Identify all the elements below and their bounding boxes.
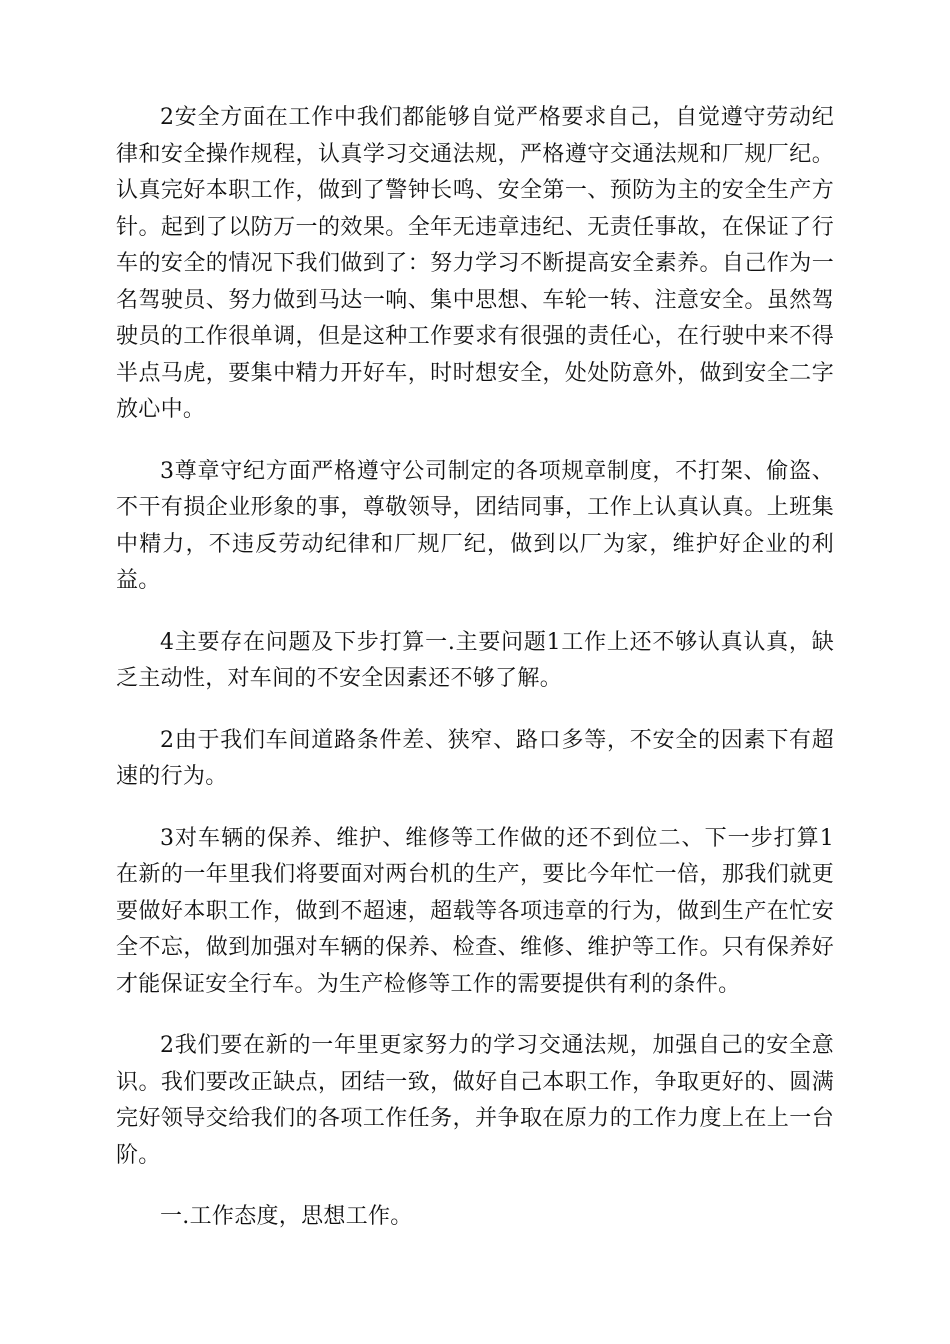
paragraph-problems: 4主要存在问题及下步打算一.主要问题1工作上还不够认真认真，缺乏主动性，对车间的不安全因素还不够了解。 (116, 629, 834, 691)
paragraph-safety: 2安全方面在工作中我们都能够自觉严格要求自己，自觉遵守劳动纪律和安全操作规程，认真学习交通法规，严格遵守交通法规和厂规厂纪。认真完好本职工作，做到了警钟长鸣、安全第一、预防为主的安全生产方针。起到了以防万一的效果。全年无违章违纪、无责任事故，在保证了行车的安全的情况下我们做到了：努力学习不断提高安全素养。自己作为一名驾驶员、努力做到马达一响、集中思想、车轮一转、注意安全。虽然驾驶员的工作很单调，但是这种工作要求有很强的责任心，在行驶中来不得半点马虎，要集中精力开好车，时时想安全，处处防意外，做到安全二字放心中。 (116, 105, 834, 422)
paragraph-next-steps: 3对车辆的保养、维护、维修等工作做的还不到位二、下一步打算1在新的一年里我们将要面对两台机的生产，要比今年忙一倍，那我们就更要做好本职工作，做到不超速，超载等各项违章的行为，做到生产在忙安全不忘，做到加强对车辆的保养、检查、维修、维护等工作。只有保养好才能保证安全行车。为生产检修等工作的需要提供有利的条件。 (116, 825, 834, 997)
paragraph-study-plan: 2我们要在新的一年里更家努力的学习交通法规，加强自己的安全意识。我们要改正缺点，团结一致，做好自己本职工作，争取更好的、圆满完好领导交给我们的各项工作任务，并争取在原力的工作力度上在上一台阶。 (116, 1033, 834, 1168)
paragraph-discipline: 3尊章守纪方面严格遵守公司制定的各项规章制度，不打架、偷盗、不干有损企业形象的事，尊敬领导，团结同事，工作上认真认真。上班集中精力，不违反劳动纪律和厂规厂纪，做到以厂为家，维护好企业的利益。 (116, 458, 834, 593)
paragraph-section-heading: 一.工作态度，思想工作。 (160, 1204, 413, 1229)
paragraph-road-conditions: 2由于我们车间道路条件差、狭窄、路口多等，不安全的因素下有超速的行为。 (116, 727, 834, 789)
